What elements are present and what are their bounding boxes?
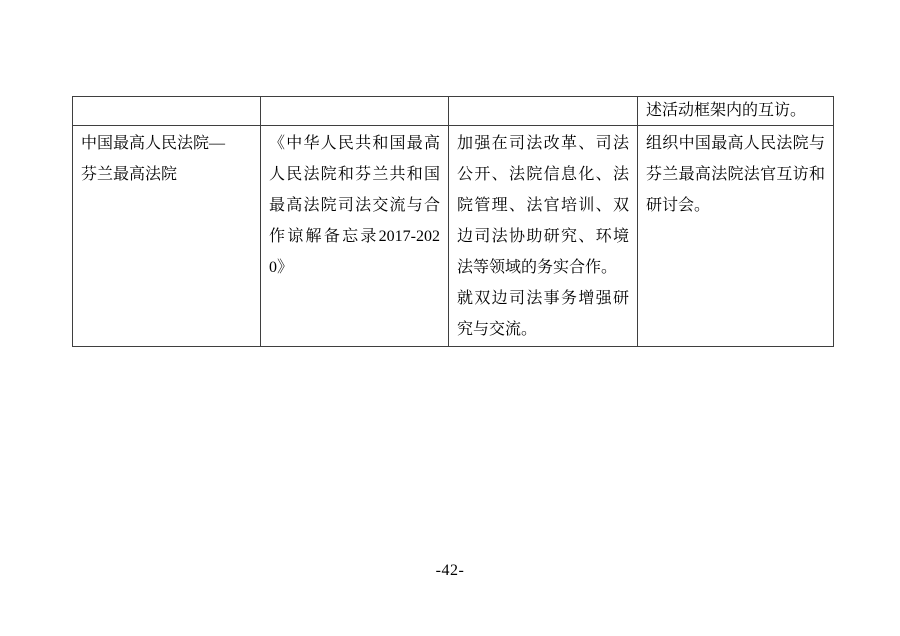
content-paragraph: 就双边司法事务增强研究与交流。 [457,290,629,338]
party-line: 中国最高人民法院— [81,135,226,152]
table-cell-content [449,126,638,347]
table-cell-content [449,97,638,126]
content-paragraph: 加强在司法改革、司法公开、法院信息化、法院管理、法官培训、双边司法协助研究、环境法等领域的务实合作。 [457,135,629,276]
table-row-continuation [73,97,834,126]
table-cell-activities: 述活动框架内的互访。 [638,97,834,126]
table-cell-party [73,97,261,126]
table-cell-document: 《中华人民共和国最高人民法院和芬兰共和国最高法院司法交流与合作谅解备忘录2017-2020》 [261,126,449,347]
table-cell-document [261,97,449,126]
table-cell-party [73,126,261,347]
cooperation-table [72,96,834,347]
page-number: -42- [435,562,465,579]
table-cell-activities: 组织中国最高人民法院与芬兰最高法院法官互访和研讨会。 [638,126,834,347]
table-row [73,126,834,347]
party-line: 芬兰最高法院 [81,166,178,183]
